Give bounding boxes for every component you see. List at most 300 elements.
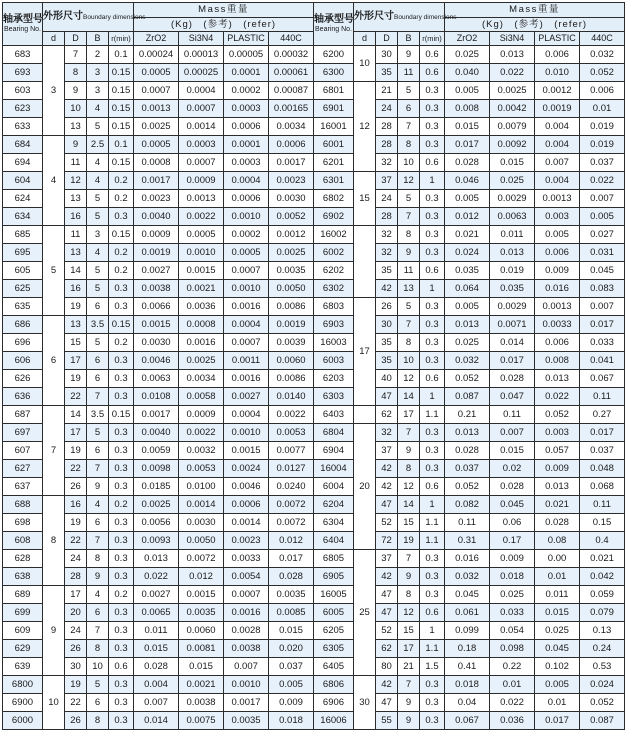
si3n4-mass-cell: 0.0072 — [179, 550, 224, 568]
zro2-mass-cell: 0.016 — [445, 550, 490, 568]
outer-d-cell: 32 — [376, 424, 398, 442]
bore-d-cell: 25 — [354, 550, 376, 676]
radius-r-cell: 0.3 — [420, 334, 445, 352]
plastic-mass-cell: 0.0028 — [224, 622, 269, 640]
outer-d-cell: 8 — [65, 64, 87, 82]
outer-d-cell: 13 — [65, 244, 87, 262]
440c-mass-cell: 0.00061 — [269, 64, 314, 82]
radius-r-cell: 0.3 — [109, 208, 134, 226]
plastic-mass-cell: 0.013 — [535, 370, 580, 388]
col-b-header: B — [398, 32, 420, 46]
plastic-mass-cell: 0.006 — [535, 334, 580, 352]
440c-mass-cell: 0.068 — [580, 478, 625, 496]
bearing-no-cell: 16006 — [314, 712, 354, 730]
zro2-mass-cell: 0.005 — [445, 82, 490, 100]
bearing-no-cell: 633 — [3, 118, 43, 136]
outer-d-cell: 11 — [65, 226, 87, 244]
outer-d-cell: 80 — [376, 658, 398, 676]
bearing-no-cell: 6800 — [3, 676, 43, 694]
outer-d-cell: 10 — [65, 100, 87, 118]
plastic-mass-cell: 0.0011 — [224, 352, 269, 370]
zro2-mass-cell: 0.0017 — [134, 172, 179, 190]
bore-d-cell: 12 — [354, 82, 376, 172]
plastic-mass-cell: 0.045 — [535, 640, 580, 658]
440c-mass-cell: 0.015 — [269, 622, 314, 640]
width-b-cell: 8 — [87, 712, 109, 730]
zro2-mass-cell: 0.087 — [445, 388, 490, 406]
bearing-no-cell: 6000 — [3, 712, 43, 730]
zro2-mass-cell: 0.0046 — [134, 352, 179, 370]
radius-r-cell: 1 — [420, 172, 445, 190]
zro2-mass-cell: 0.045 — [445, 586, 490, 604]
outer-d-cell: 26 — [65, 640, 87, 658]
width-b-cell: 8 — [398, 136, 420, 154]
width-b-cell: 12 — [398, 172, 420, 190]
si3n4-mass-cell: 0.0081 — [179, 640, 224, 658]
table-row — [3, 226, 314, 244]
radius-r-cell: 0.3 — [109, 460, 134, 478]
radius-r-cell: 1.1 — [420, 514, 445, 532]
bearing-no-cell: 6904 — [314, 442, 354, 460]
plastic-mass-cell: 0.0027 — [224, 388, 269, 406]
radius-r-cell: 0.15 — [109, 82, 134, 100]
plastic-mass-cell: 0.00005 — [224, 46, 269, 64]
width-b-cell: 7 — [87, 622, 109, 640]
boundary-dimensions-header: 外形尺寸Boundary dimensions — [354, 3, 445, 32]
bearing-no-cell: 6305 — [314, 640, 354, 658]
outer-d-cell: 26 — [65, 712, 87, 730]
outer-d-cell: 40 — [376, 370, 398, 388]
plastic-mass-cell: 0.0016 — [224, 604, 269, 622]
zro2-mass-cell: 0.035 — [445, 262, 490, 280]
right-table-body — [314, 46, 625, 730]
width-b-cell: 6 — [87, 298, 109, 316]
440c-mass-cell: 0.53 — [580, 658, 625, 676]
bore-d-cell — [354, 226, 376, 298]
si3n4-mass-cell: 0.06 — [490, 514, 535, 532]
zro2-mass-cell: 0.0017 — [134, 406, 179, 424]
radius-r-cell: 1 — [420, 622, 445, 640]
radius-r-cell: 0.3 — [420, 136, 445, 154]
440c-mass-cell: 0.018 — [269, 712, 314, 730]
radius-r-cell: 1.1 — [420, 406, 445, 424]
bearing-no-cell: 695 — [3, 244, 43, 262]
bearing-no-cell: 638 — [3, 568, 43, 586]
zro2-mass-cell: 0.022 — [134, 568, 179, 586]
440c-mass-cell: 0.007 — [580, 298, 625, 316]
col-zro2-header: ZrO2 — [134, 32, 179, 46]
zro2-mass-cell: 0.015 — [445, 118, 490, 136]
bore-d-cell: 4 — [43, 136, 65, 226]
outer-d-cell: 19 — [65, 676, 87, 694]
outer-d-cell: 42 — [376, 478, 398, 496]
width-b-cell: 14 — [398, 496, 420, 514]
bearing-no-cell: 689 — [3, 586, 43, 604]
radius-r-cell: 0.3 — [420, 190, 445, 208]
440c-mass-cell: 0.0025 — [269, 244, 314, 262]
si3n4-mass-cell: 0.0014 — [179, 118, 224, 136]
plastic-mass-cell: 0.022 — [535, 388, 580, 406]
440c-mass-cell: 0.0039 — [269, 334, 314, 352]
440c-mass-cell: 0.0035 — [269, 262, 314, 280]
width-b-cell: 7 — [398, 208, 420, 226]
zro2-mass-cell: 0.025 — [445, 334, 490, 352]
width-b-cell: 3 — [87, 226, 109, 244]
outer-d-cell: 47 — [376, 604, 398, 622]
radius-r-cell: 0.3 — [109, 622, 134, 640]
outer-d-cell: 37 — [376, 550, 398, 568]
bearing-no-cell: 6003 — [314, 352, 354, 370]
zro2-mass-cell: 0.0040 — [134, 208, 179, 226]
plastic-mass-cell: 0.006 — [535, 46, 580, 64]
plastic-mass-cell: 0.0007 — [224, 586, 269, 604]
outer-d-cell: 13 — [65, 316, 87, 334]
440c-mass-cell: 0.037 — [580, 442, 625, 460]
440c-mass-cell: 0.022 — [580, 172, 625, 190]
zro2-mass-cell: 0.0005 — [134, 136, 179, 154]
440c-mass-cell: 0.059 — [580, 586, 625, 604]
zro2-mass-cell: 0.0185 — [134, 478, 179, 496]
zro2-mass-cell: 0.04 — [445, 694, 490, 712]
width-b-cell: 12 — [398, 370, 420, 388]
bearing-no-cell: 6404 — [314, 532, 354, 550]
440c-mass-cell: 0.0086 — [269, 298, 314, 316]
outer-d-cell: 19 — [65, 442, 87, 460]
si3n4-mass-cell: 0.0021 — [179, 280, 224, 298]
zro2-mass-cell: 0.008 — [445, 100, 490, 118]
440c-mass-cell: 0.0030 — [269, 190, 314, 208]
left-table-body — [3, 46, 314, 730]
440c-mass-cell: 0.019 — [580, 136, 625, 154]
440c-mass-cell: 0.052 — [580, 694, 625, 712]
outer-d-cell: 19 — [65, 298, 87, 316]
zro2-mass-cell: 0.067 — [445, 712, 490, 730]
radius-r-cell: 0.6 — [420, 604, 445, 622]
outer-d-cell: 28 — [65, 568, 87, 586]
zro2-mass-cell: 0.004 — [134, 676, 179, 694]
plastic-mass-cell: 0.010 — [535, 64, 580, 82]
bore-d-cell: 20 — [354, 424, 376, 550]
table-row — [314, 46, 625, 64]
width-b-cell: 4 — [87, 100, 109, 118]
bearing-no-cell: 604 — [3, 172, 43, 190]
radius-r-cell: 1 — [420, 388, 445, 406]
table-row — [3, 136, 314, 154]
zro2-mass-cell: 0.018 — [445, 676, 490, 694]
si3n4-mass-cell: 0.0022 — [179, 424, 224, 442]
440c-mass-cell: 0.017 — [580, 424, 625, 442]
outer-d-cell: 42 — [376, 676, 398, 694]
bearing-no-cell: 6004 — [314, 478, 354, 496]
bore-d-cell: 17 — [354, 298, 376, 406]
440c-mass-cell: 0.031 — [580, 244, 625, 262]
si3n4-mass-cell: 0.0071 — [490, 316, 535, 334]
width-b-cell: 8 — [398, 226, 420, 244]
plastic-mass-cell: 0.0010 — [224, 424, 269, 442]
440c-mass-cell: 0.13 — [580, 622, 625, 640]
plastic-mass-cell: 0.0006 — [224, 190, 269, 208]
bearing-no-cell: 639 — [3, 658, 43, 676]
plastic-mass-cell: 0.0003 — [224, 154, 269, 172]
width-b-cell: 7 — [398, 676, 420, 694]
bearing-no-cell: 6906 — [314, 694, 354, 712]
outer-d-cell: 24 — [65, 550, 87, 568]
outer-d-cell: 24 — [376, 100, 398, 118]
width-b-cell: 7 — [398, 316, 420, 334]
440c-mass-cell: 0.00032 — [269, 46, 314, 64]
plastic-mass-cell: 0.0001 — [224, 64, 269, 82]
440c-mass-cell: 0.0053 — [269, 424, 314, 442]
plastic-mass-cell: 0.006 — [535, 244, 580, 262]
col-d-header: d — [43, 32, 65, 46]
radius-r-cell: 0.3 — [109, 388, 134, 406]
outer-d-cell: 62 — [376, 640, 398, 658]
outer-d-cell: 9 — [65, 136, 87, 154]
radius-r-cell: 0.3 — [109, 442, 134, 460]
width-b-cell: 5 — [87, 118, 109, 136]
plastic-mass-cell: 0.0017 — [224, 694, 269, 712]
bearing-no-cell: 683 — [3, 46, 43, 64]
radius-r-cell: 0.3 — [109, 568, 134, 586]
bearing-no-cell: 634 — [3, 208, 43, 226]
440c-mass-cell: 0.0085 — [269, 604, 314, 622]
si3n4-mass-cell: 0.012 — [179, 568, 224, 586]
440c-mass-cell: 0.0017 — [269, 154, 314, 172]
plastic-mass-cell: 0.005 — [535, 676, 580, 694]
zro2-mass-cell: 0.11 — [445, 514, 490, 532]
plastic-mass-cell: 0.0005 — [224, 244, 269, 262]
outer-d-cell: 16 — [65, 496, 87, 514]
width-b-cell: 5 — [398, 298, 420, 316]
si3n4-mass-cell: 0.022 — [490, 694, 535, 712]
width-b-cell: 4 — [87, 172, 109, 190]
440c-mass-cell: 0.0140 — [269, 388, 314, 406]
radius-r-cell: 0.3 — [109, 640, 134, 658]
bearing-no-cell: 6302 — [314, 280, 354, 298]
mass-unit-header: (Kg) (参考) (refer) — [134, 18, 314, 32]
si3n4-mass-cell: 0.11 — [490, 406, 535, 424]
bearing-no-cell: 684 — [3, 136, 43, 154]
si3n4-mass-cell: 0.0058 — [179, 388, 224, 406]
radius-r-cell: 1.1 — [420, 532, 445, 550]
440c-mass-cell: 0.007 — [580, 190, 625, 208]
zro2-mass-cell: 0.31 — [445, 532, 490, 550]
radius-r-cell: 0.3 — [109, 712, 134, 730]
radius-r-cell: 0.2 — [109, 190, 134, 208]
plastic-mass-cell: 0.0012 — [535, 82, 580, 100]
440c-mass-cell: 0.0240 — [269, 478, 314, 496]
radius-r-cell: 0.3 — [420, 316, 445, 334]
outer-d-cell: 30 — [65, 658, 87, 676]
outer-d-cell: 20 — [65, 604, 87, 622]
plastic-mass-cell: 0.008 — [535, 352, 580, 370]
col-zro2-header: ZrO2 — [445, 32, 490, 46]
boundary-dimensions-header: 外形尺寸Boundary dimensions — [43, 3, 134, 32]
bearing-no-cell: 6300 — [314, 64, 354, 82]
plastic-mass-cell: 0.0015 — [224, 442, 269, 460]
plastic-mass-cell: 0.0001 — [224, 136, 269, 154]
width-b-cell: 7 — [398, 118, 420, 136]
col-b-header: B — [87, 32, 109, 46]
left-table-panel — [2, 2, 313, 730]
zro2-mass-cell: 0.099 — [445, 622, 490, 640]
outer-d-cell: 35 — [376, 334, 398, 352]
440c-mass-cell: 0.017 — [580, 316, 625, 334]
outer-d-cell: 30 — [376, 316, 398, 334]
col-plastic-header: PLASTIC — [535, 32, 580, 46]
bearing-no-cell: 609 — [3, 622, 43, 640]
width-b-cell: 6 — [87, 694, 109, 712]
zro2-mass-cell: 0.012 — [445, 208, 490, 226]
outer-d-cell: 17 — [65, 424, 87, 442]
radius-r-cell: 0.15 — [109, 406, 134, 424]
bore-d-cell: 15 — [354, 172, 376, 226]
plastic-mass-cell: 0.011 — [535, 586, 580, 604]
plastic-mass-cell: 0.003 — [535, 208, 580, 226]
outer-d-cell: 26 — [65, 478, 87, 496]
zro2-mass-cell: 0.0038 — [134, 280, 179, 298]
si3n4-mass-cell: 0.017 — [490, 352, 535, 370]
440c-mass-cell: 0.0050 — [269, 280, 314, 298]
plastic-mass-cell: 0.007 — [535, 154, 580, 172]
plastic-mass-cell: 0.0013 — [535, 298, 580, 316]
440c-mass-cell: 0.087 — [580, 712, 625, 730]
440c-mass-cell: 0.0127 — [269, 460, 314, 478]
si3n4-mass-cell: 0.011 — [490, 226, 535, 244]
width-b-cell: 4 — [87, 586, 109, 604]
plastic-mass-cell: 0.0023 — [224, 532, 269, 550]
outer-d-cell: 47 — [376, 586, 398, 604]
width-b-cell: 17 — [398, 406, 420, 424]
440c-mass-cell: 0.042 — [580, 568, 625, 586]
zro2-mass-cell: 0.024 — [445, 244, 490, 262]
radius-r-cell: 0.15 — [109, 226, 134, 244]
bore-d-cell: 9 — [43, 586, 65, 676]
radius-r-cell: 0.3 — [420, 208, 445, 226]
radius-r-cell: 0.3 — [109, 694, 134, 712]
width-b-cell: 9 — [87, 478, 109, 496]
si3n4-mass-cell: 0.025 — [490, 586, 535, 604]
440c-mass-cell: 0.01 — [580, 100, 625, 118]
440c-mass-cell: 0.0072 — [269, 514, 314, 532]
si3n4-mass-cell: 0.007 — [490, 424, 535, 442]
radius-r-cell: 0.6 — [420, 64, 445, 82]
zro2-mass-cell: 0.040 — [445, 64, 490, 82]
radius-r-cell: 0.3 — [420, 586, 445, 604]
plastic-mass-cell: 0.0004 — [224, 316, 269, 334]
zro2-mass-cell: 0.0013 — [134, 100, 179, 118]
radius-r-cell: 0.2 — [109, 172, 134, 190]
radius-r-cell: 0.3 — [109, 514, 134, 532]
plastic-mass-cell: 0.0054 — [224, 568, 269, 586]
bearing-no-cell: 636 — [3, 388, 43, 406]
bearing-no-cell: 603 — [3, 82, 43, 100]
table-row — [3, 586, 314, 604]
radius-r-cell: 0.3 — [420, 100, 445, 118]
radius-r-cell: 0.6 — [420, 370, 445, 388]
440c-mass-cell: 0.0034 — [269, 118, 314, 136]
radius-r-cell: 0.2 — [109, 496, 134, 514]
440c-mass-cell: 0.028 — [269, 568, 314, 586]
width-b-cell: 6 — [87, 370, 109, 388]
radius-r-cell: 0.3 — [420, 424, 445, 442]
plastic-mass-cell: 0.0019 — [535, 100, 580, 118]
radius-r-cell: 0.2 — [109, 334, 134, 352]
width-b-cell: 9 — [398, 568, 420, 586]
width-b-cell: 7 — [87, 388, 109, 406]
si3n4-mass-cell: 0.0004 — [179, 82, 224, 100]
bearing-no-cell: 698 — [3, 514, 43, 532]
outer-d-cell: 22 — [65, 388, 87, 406]
440c-mass-cell: 0.083 — [580, 280, 625, 298]
si3n4-mass-cell: 0.01 — [490, 676, 535, 694]
bearing-no-header: 轴承型号 Bearing No. — [314, 3, 354, 46]
440c-mass-cell: 0.0006 — [269, 136, 314, 154]
table-row — [314, 424, 625, 442]
bearing-no-cell: 628 — [3, 550, 43, 568]
col-r-header: r(min) — [420, 32, 445, 46]
si3n4-mass-cell: 0.0015 — [179, 262, 224, 280]
outer-d-cell: 72 — [376, 532, 398, 550]
radius-r-cell: 0.3 — [420, 244, 445, 262]
outer-d-cell: 42 — [376, 280, 398, 298]
radius-r-cell: 0.2 — [109, 244, 134, 262]
zro2-mass-cell: 0.017 — [445, 136, 490, 154]
width-b-cell: 7 — [87, 532, 109, 550]
width-b-cell: 4 — [87, 244, 109, 262]
plastic-mass-cell: 0.013 — [535, 478, 580, 496]
col-r-header: r(min) — [109, 32, 134, 46]
mass-unit-header: (Kg) (参考) (refer) — [445, 18, 625, 32]
plastic-mass-cell: 0.0013 — [535, 190, 580, 208]
440c-mass-cell: 0.0023 — [269, 172, 314, 190]
plastic-mass-cell: 0.0016 — [224, 298, 269, 316]
si3n4-mass-cell: 0.0021 — [179, 676, 224, 694]
zro2-mass-cell: 0.0005 — [134, 64, 179, 82]
si3n4-mass-cell: 0.0025 — [490, 82, 535, 100]
width-b-cell: 8 — [87, 550, 109, 568]
table-row — [314, 82, 625, 100]
zro2-mass-cell: 0.0040 — [134, 424, 179, 442]
radius-r-cell: 0.2 — [109, 262, 134, 280]
radius-r-cell: 0.3 — [420, 118, 445, 136]
bearing-no-cell: 696 — [3, 334, 43, 352]
width-b-cell: 6 — [87, 442, 109, 460]
zro2-mass-cell: 0.028 — [445, 442, 490, 460]
outer-d-cell: 52 — [376, 514, 398, 532]
si3n4-mass-cell: 0.033 — [490, 604, 535, 622]
si3n4-mass-cell: 0.0005 — [179, 226, 224, 244]
mass-header: Mass重量 — [445, 3, 625, 18]
bore-d-cell: 5 — [43, 226, 65, 316]
bearing-no-cell: 608 — [3, 532, 43, 550]
zro2-mass-cell: 0.064 — [445, 280, 490, 298]
plastic-mass-cell: 0.028 — [535, 514, 580, 532]
outer-d-cell: 62 — [376, 406, 398, 424]
radius-r-cell: 0.15 — [109, 100, 134, 118]
bearing-no-cell: 607 — [3, 442, 43, 460]
width-b-cell: 8 — [87, 640, 109, 658]
bore-d-cell: 3 — [43, 46, 65, 136]
440c-mass-cell: 0.11 — [580, 388, 625, 406]
si3n4-mass-cell: 0.0063 — [490, 208, 535, 226]
bearing-no-cell: 16005 — [314, 586, 354, 604]
outer-d-cell: 19 — [65, 514, 87, 532]
si3n4-mass-cell: 0.0032 — [179, 442, 224, 460]
bearing-no-cell: 694 — [3, 154, 43, 172]
outer-d-cell: 42 — [376, 460, 398, 478]
table-row — [314, 172, 625, 190]
